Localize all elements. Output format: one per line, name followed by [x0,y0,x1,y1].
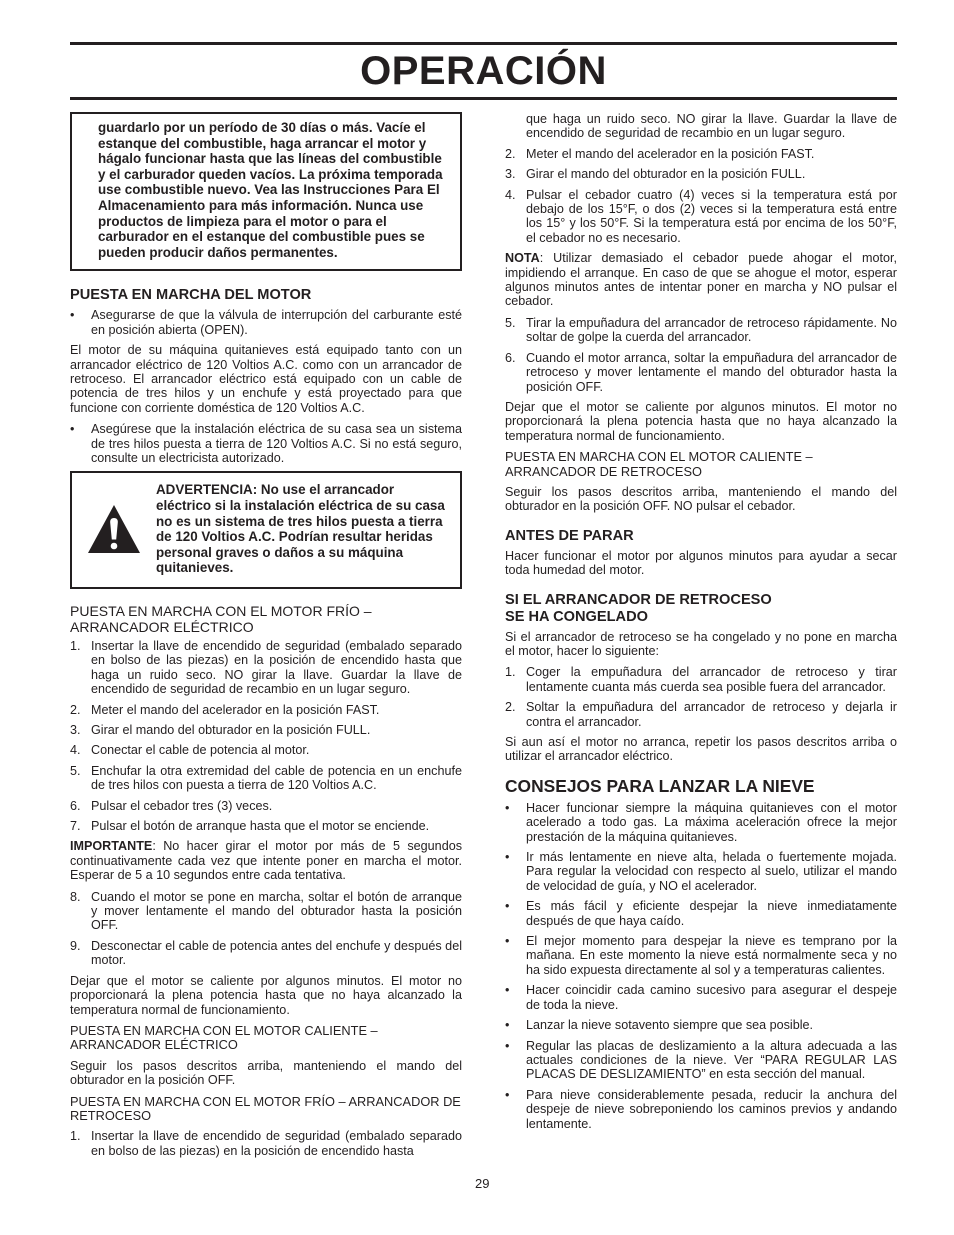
paragraph-frozen-2: Si aun así el motor no arranca, repetir los pasos descritos arriba o utilizar el arrancador eléctrico. [505,735,897,764]
list-item: • El mejor momento para despejar la nieve es temprano por la mañana. En este momento la nieve está normalmente seca y no ha sido expuesta directamente al sol y a temperaturas calientes. [505,934,897,977]
list-item: 6. Pulsar el cebador tres (3) veces. [70,798,273,813]
tips-list [505,801,897,1131]
list-item: 1. Insertar la llave de encendido de seguridad (embalado separado en bolso de las piezas) en la posición de encendido hasta [70,1129,462,1158]
list-item: • Asegurarse de que la válvula de interrupción del carburante esté en posición abierta (OPEN). [70,308,462,337]
list-item: que haga un ruido seco. NO girar la llave. Guardar la llave de encendido de seguridad de recambio en un lugar seguro. [526,112,897,141]
warning-text: ADVERTENCIA: No use el arrancador eléctrico si la instalación eléctrica de su casa no es un sistema de tres hilos puesta a tierra de 120 Voltios A.C. Podrían resultar heridas personal graves o daños a su máquina quitanieves. [156,482,445,576]
list-item: • Asegúrese que la instalación eléctrica de su casa sea un sistema de tres hilos puesta a tierra de 120 Voltios A.C. Si no está seguro, consulte un electricista autorizado. [70,422,462,465]
list-item: 2. Meter el mando del acelerador en la posición FAST. [70,702,380,717]
subheading-hot-electric: PUESTA EN MARCHA CON EL MOTOR CALIENTE – ARRANCADOR ELÉCTRICO [70,1022,378,1053]
paragraph-starters: El motor de su máquina quitanieves está equipado tanto con un arrancador eléctrico de 120 Voltios A.C. como con un arrancador de retroceso. El arrancador eléctrico está equipado con un cable de potencia de tres hilos y un enchufe y está proyectado para que funcione con corriente doméstica de 120 Voltios A.C. [70,343,462,415]
bullet-list-1 [70,308,462,337]
heading-frozen-recoil: SI EL ARRANCADOR DE RETROCESO SE HA CONGELADO [505,591,772,625]
title-rule-bottom [70,97,897,100]
list-item: 4. Conectar el cable de potencia al motor. [70,743,310,758]
subheading-hot-recoil: PUESTA EN MARCHA CON EL MOTOR CALIENTE – ARRANCADOR DE RETROCESO [505,449,813,479]
list-item: • Para nieve considerablemente pesada, reducir la anchura del despeje de nieve sobreponiendo los caminos previos y andando lentamente. [505,1087,897,1131]
list-item: 3. Girar el mando del obturador en la posición FULL. [70,723,371,737]
list-item: 5. Tirar la empuñadura del arrancador de retroceso rápidamente. No soltar de golpe la cuerda del arrancador. [505,315,897,345]
bullet-list-2 [70,422,462,465]
paragraph-hot-electric: Seguir los pasos descritos arriba, manteniendo el mando del obturador en la posición OFF. [70,1058,462,1088]
page-number: 29 [475,1176,490,1191]
important-note: IMPORTANTE: No hacer girar el motor por más de 5 segundos continuativamente cada vez que intente poner en marcha el motor. Esperar de 5 a 10 segundos entre cada tentativa. [70,839,462,883]
list-item: 5. Enchufar la otra extremidad del cable de potencia en un enchufe de tres hilos con puesta a tierra de 120 Voltios A.C. [70,763,462,793]
recoil-steps-b [505,316,897,394]
list-item: • Regular las placas de deslizamiento a la altura adecuada a las actuales condiciones de la nieve. Ver “PARA REGULAR LAS PLACAS DE DESLIZAMIENTO” en esta sección del manual. [505,1038,897,1082]
heading-engine-start: PUESTA EN MARCHA DEL MOTOR [70,287,312,304]
list-item: 9. Desconectar el cable de potencia antes del enchufe y después del motor. [70,938,462,968]
title-rule-top [70,42,897,45]
paragraph-warm-up: Dejar que el motor se caliente por algunos minutos. El motor no proporcionará la plena potencia hasta que no haya alcanzado la temperatura normal de funcionamiento. [70,973,462,1017]
heading-snow-tips: CONSEJOS PARA LANZAR LA NIEVE [505,775,815,796]
paragraph-frozen: Si el arrancador de retroceso se ha congelado y no pone en marcha el motor, hacer lo siguiente: [505,629,897,658]
list-item: 2. Meter el mando del acelerador en la posición FAST. [505,146,815,161]
list-item: • Es más fácil y eficiente despejar la nieve inmediatamente después de que haya caído. [505,899,897,928]
page-title: OPERACIÓN [360,49,607,93]
subheading-cold-electric: PUESTA EN MARCHA CON EL MOTOR FRÍO – ARRANCADOR ELÉCTRICO [70,602,372,635]
list-item: 1. Insertar la llave de encendido de seguridad (embalado separado en bolso de las piezas) en la posición de encendido hasta que haga un ruido seco. NO girar la llave. Guardar la llave de encendido de seguridad de recambio en un lugar seguro. [70,638,462,697]
list-item: 7. Pulsar el botón de arranque hasta que el motor se enciende. [70,819,430,834]
paragraph-before-stop: Hacer funcionar el motor por algunos minutos para ayudar a secar toda humedad del motor. [505,548,897,578]
list-item: • Hacer coincidir cada camino sucesivo para asegurar el despeje de toda la nieve. [505,983,897,1012]
paragraph-warm-up-2: Dejar que el motor se caliente por algunos minutos. El motor no proporcionará la plena potencia hasta que no haya alcanzado la temperatura normal de funcionamiento. [505,399,897,443]
list-item: 2. Soltar la empuñadura del arrancador de retroceso y dejarla ir contra el arrancador. [505,700,897,729]
warning-triangle-icon [86,503,142,555]
right-column [505,112,897,1137]
list-item: • Lanzar la nieve sotavento siempre que sea posible. [505,1018,814,1033]
left-column [70,112,462,1164]
subheading-cold-recoil: PUESTA EN MARCHA CON EL MOTOR FRÍO – ARRANCADOR DE RETROCESO [70,1093,461,1123]
list-item: 4. Pulsar el cebador cuatro (4) veces si la temperatura está por debajo de los 15°F, o dos (2) veces si la temperatura está entre los 15° y los 50°F. Si la temperatura está por encima de los 50°F, el cebador no es necesario. [505,187,897,245]
warning-box [70,471,462,589]
heading-before-stop: ANTES DE PARAR [505,527,634,544]
caution-text: guardarlo por un período de 30 días o más. Vacíe el estanque del combustible, haga arrancar el motor y hágalo funcionar hasta que las líneas del combustible y el carburador queden vacíos. La próxima temporada use combustible nuevo. Vea las Instrucciones Para El Almacenamiento para más información. Nunca use productos de limpieza para el motor o para el carburador en el estanque del combustible pues se pueden producir daños permanentes. [98,120,443,260]
paragraph-hot-recoil: Seguir los pasos descritos arriba, manteniendo el mando del obturador en la posición OFF. NO pulsar el cebador. [505,484,897,514]
list-item: • Hacer funcionar siempre la máquina quitanieves con el motor acelerado a todo gas. La máxima aceleración ofrece la mejor prestación de la máquina quitanieves. [505,800,897,844]
frozen-steps [505,665,897,729]
list-item: 1. Coger la empuñadura del arrancador de retroceso y tirar lentamente cuanta más cuerda sea posible fuera del arrancador. [505,665,897,694]
cold-recoil-steps [70,1129,462,1158]
list-item: 6. Cuando el motor arranca, soltar la empuñadura del arrancador de retroceso y mover lentamente el mando del obturador hasta la posición OFF. [505,350,897,394]
nota-note: NOTA: Utilizar demasiado el cebador puede ahogar el motor, impidiendo el arranque. En caso de que se ahogue el motor, esperar algunos minutos antes de intentar poner en marcha y NO pulsar el cebador. [505,251,897,309]
list-item: • Ir más lentamente en nieve alta, helada o fuertemente mojada. Para regular la velocidad con respecto al suelo, utilizar el mando de velocidad de guía, y NO el acelerador. [505,850,897,893]
list-item: 3. Girar el mando del obturador en la posición FULL. [505,167,806,182]
cold-recoil-steps-continued [505,112,897,245]
cold-electric-steps-continued [70,890,462,968]
caution-box [70,112,462,271]
cold-electric-steps [70,639,462,833]
list-item: 8. Cuando el motor se pone en marcha, soltar el botón de arranque y mover lentamente el mando del obturador hasta la posición OFF. [70,889,462,933]
